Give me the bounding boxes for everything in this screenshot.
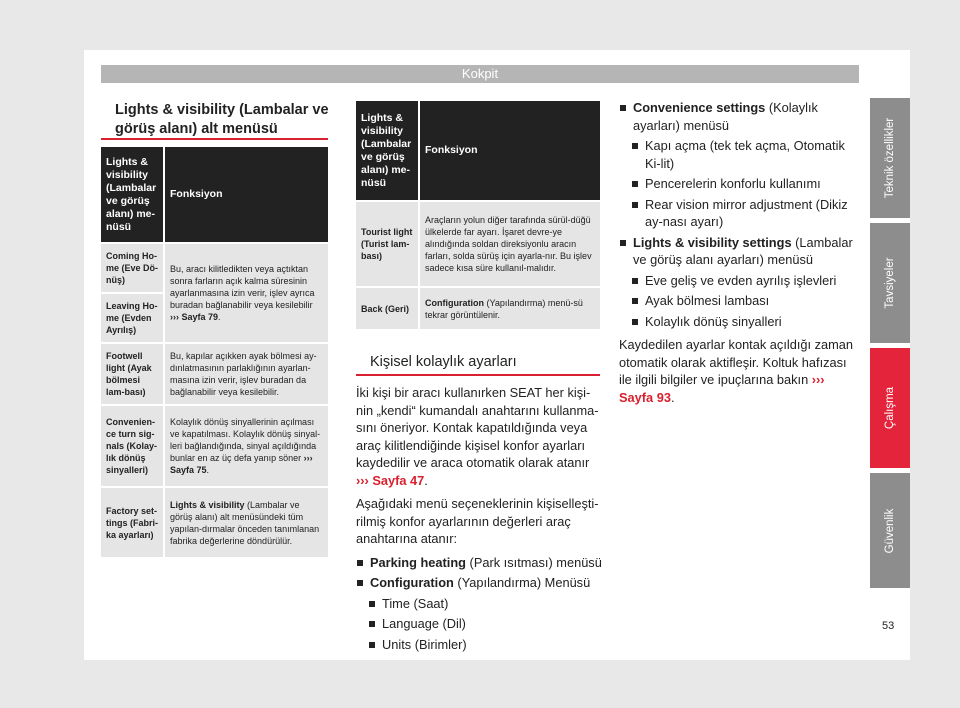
sub-list-item: Kolaylık dönüş sinyalleri — [619, 313, 859, 331]
paragraph-text: Kaydedilen ayarlar kontak açıldığı zaman otomatik olarak aktifleşir. Koltuk hafızası ile ilgili bilgiler ve ipuçlarına bakın — [619, 337, 854, 387]
paragraph-text: İki kişi bir aracı kullanırken SEAT her kişi-nin „kendi“ kumandalı anahtarını kullanma-sını öneriyor. Kontak kapatıldığında veya araç kilitlendiğinde kişisel konfor ayarları kaydedilir ve araca otomatik olarak atanır — [356, 385, 599, 470]
row-key: Convenien-ce turn sig-nals (Kolay-lık dönüş sinyalleri) — [101, 405, 164, 487]
row-value-text: (Yapılandırma) menü-sü tekrar görüntülenir. — [425, 297, 583, 320]
row-value-bold: Lights & visibility — [170, 499, 245, 510]
row-value: Bu, kapılar açıkken ayak bölmesi ay-dınlatmasının parlaklığının ayarlan-masına izin verir, işlev buradan da bağlanabilir veya kesilebilir. — [164, 343, 328, 405]
paragraph: Aşağıdaki menü seçeneklerinin kişiselleşti-rilmiş konfor ayarlarının değerleri araç anahtarına atanır: — [356, 496, 599, 546]
sub-list-item: Eve geliş ve evden ayrılış işlevleri — [619, 272, 859, 290]
tab-tavsiyeler[interactable] — [870, 223, 910, 343]
page-ref-link[interactable]: ››› Sayfa 47 — [356, 472, 425, 488]
page-ref-link[interactable]: ››› Sayfa 93 — [619, 372, 825, 405]
table-row — [101, 343, 328, 405]
sub-list-item: Pencerelerin konforlu kullanımı — [619, 175, 859, 193]
page-number: 53 — [882, 620, 895, 632]
tab-calisma[interactable] — [870, 348, 910, 468]
sub-list-item: Kapı açma (tek tek açma, Otomatik Ki-lit) — [619, 137, 859, 172]
list-item-text: (Yapılandırma) Menüsü — [453, 575, 591, 590]
list-item — [356, 554, 604, 572]
table-header-row — [101, 147, 328, 243]
list-item-bold: Parking heating — [370, 554, 466, 570]
row-key: Footwell light (Ayak bölmesi lam-bası) — [101, 343, 164, 405]
table-row — [101, 487, 328, 557]
row-value-tail: . — [218, 312, 221, 322]
sub-list-item: Ayak bölmesi lambası — [619, 292, 859, 310]
table-row — [356, 287, 600, 329]
section-title: Lights & visibility (Lambalar ve görüş alanı) alt menüsü — [115, 102, 329, 137]
paragraph-tail: . — [670, 389, 675, 405]
row-key: Tourist light (Turist lam-bası) — [356, 201, 419, 287]
row-value-bold: Configuration — [425, 297, 484, 308]
list-item-bold: Convenience settings — [633, 100, 766, 115]
list-item — [619, 99, 859, 134]
row-value — [164, 405, 328, 487]
sub-list-item: Rear vision mirror adjustment (Dikiz ay-nası ayarı) — [619, 196, 859, 231]
section-heading: Kişisel kolaylık ayarları — [370, 354, 517, 370]
tab-label: Tavsiyeler — [884, 257, 896, 309]
section-body — [356, 384, 604, 653]
column-3 — [619, 99, 859, 412]
paragraph — [356, 384, 604, 489]
row-value-tail: . — [206, 465, 210, 475]
sub-list-item: Units (Birimler) — [356, 636, 604, 654]
row-value: Araçların yolun diğer tarafında sürül-düğü ülkelerde far ayarı. İşaret devre-ye alındığında soldan direksiyonlu aracın farları, solda sürüş için ayarla-nır. Bu işlev sadece kısa süre kullanıl-malıdır. — [419, 201, 600, 287]
row-value — [164, 487, 328, 557]
title-divider — [101, 138, 328, 140]
table-header-row — [356, 101, 600, 201]
paragraph — [619, 336, 859, 406]
heading-divider — [356, 374, 600, 376]
tab-guvenlik[interactable] — [870, 473, 910, 588]
list-item-text: (Kolaylık ayarları) menüsü — [633, 100, 818, 133]
table-header-menu: Lights & visibility (Lambalar ve görüş alanı) me-nüsü — [101, 147, 164, 243]
tab-label: Güvenlik — [884, 508, 896, 553]
paragraph-tail: . — [424, 472, 428, 488]
tab-label: Çalışma — [884, 386, 896, 430]
row-key: Back (Geri) — [356, 287, 419, 329]
lights-visibility-table — [101, 147, 328, 557]
row-value-text: (Lambalar ve görüş alanı) alt menüsündeki tüm yapılan-dırmalar önceden tanımlanan fabrika değerlerine döndürülür. — [170, 499, 320, 546]
page-ref-link[interactable]: ››› Sayfa 79 — [170, 312, 219, 322]
row-key: Leaving Ho-me (Evden Ayrılış) — [101, 293, 164, 343]
table-header-menu: Lights & visibility (Lambalar ve görüş alanı) me-nüsü — [356, 101, 419, 201]
table-header-function: Fonksiyon — [419, 101, 600, 201]
table-row — [101, 405, 328, 487]
list-item — [356, 574, 604, 592]
tab-label: Teknik özellikler — [884, 117, 896, 199]
lights-visibility-table-continued — [356, 101, 600, 329]
list-item-text: (Lambalar ve görüş alanı ayarları) menüsü — [633, 234, 853, 267]
row-key: Factory set-tings (Fabri-ka ayarları) — [101, 487, 164, 557]
list-item-bold: Lights & visibility settings — [633, 234, 792, 250]
table-header-function: Fonksiyon — [164, 147, 328, 243]
page-ref-link[interactable]: ››› Sayfa 75 — [170, 453, 313, 475]
sub-list-item: Language (Dil) — [356, 615, 604, 633]
table-row — [101, 243, 328, 293]
row-value-text: Kolaylık dönüş sinyallerinin açılması ve kapatılması. Kolaylık dönüş sinyal-leri bağlandığında, sinyal açıldığında bunlar en az üç defa yanıp söner — [170, 417, 321, 463]
list-item-text: (Park ısıtması) menüsü — [466, 554, 602, 570]
list-item-bold: Configuration — [370, 575, 454, 590]
tab-teknik-ozellikler[interactable] — [870, 98, 910, 218]
header-band: Kokpit — [101, 65, 859, 83]
list-item — [619, 234, 859, 269]
table-row — [356, 201, 600, 287]
row-key: Coming Ho-me (Eve Dö-nüş) — [101, 243, 164, 293]
row-value-text: Bu, aracı kilitledikten veya açtıktan sonra farların açık kalma süresinin ayarlanmasına izin verir, işlev ayrıca buradan bağlanabilir veya kesilebilir — [170, 264, 315, 310]
sub-list-item: Time (Saat) — [356, 595, 604, 613]
row-value — [419, 287, 600, 329]
row-value — [164, 243, 328, 343]
